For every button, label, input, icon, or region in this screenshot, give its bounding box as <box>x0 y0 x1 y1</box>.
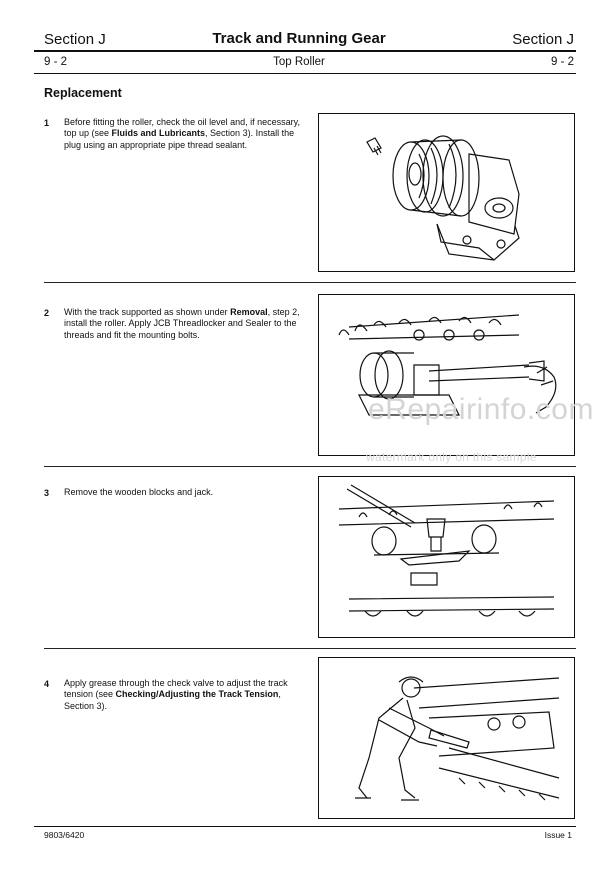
footer-rule <box>34 826 576 827</box>
figure-grease-tension <box>318 657 575 819</box>
step-number-4: 4 <box>44 679 50 689</box>
page-title: Track and Running Gear <box>212 30 386 47</box>
issue-label: Issue 1 <box>544 830 572 840</box>
figure-top-roller-plug <box>318 113 575 272</box>
header-rule <box>34 50 576 52</box>
figure-install-roller <box>318 294 575 456</box>
link-removal: Removal <box>230 307 268 317</box>
step-text-3: Remove the wooden blocks and jack. <box>64 487 214 497</box>
jack-icon <box>401 519 469 565</box>
watermark-text: eRepairinfo.com <box>368 393 594 426</box>
step-text-1: Before fitting the roller, check the oil level and, if necessary, top up (see Fluids and Lubricants, Section 3). Install the plug using an appropriate pipe thread sealant. <box>64 117 300 150</box>
section-label-left: Section J <box>44 31 106 48</box>
document-number: 9803/6420 <box>44 830 85 840</box>
step-divider <box>44 648 576 649</box>
wooden-block <box>411 573 437 585</box>
step-text-4: Apply grease through the check valve to adjust the track tension (see Checking/Adjusting the Track Tension, Section 3). <box>64 678 288 711</box>
track-upper <box>339 485 554 527</box>
page-number-left: 9 - 2 <box>44 56 68 68</box>
track-frame <box>414 678 559 800</box>
step-number-2: 2 <box>44 308 50 318</box>
page-subtitle: Top Roller <box>273 56 325 68</box>
link-track-tension: Checking/Adjusting the Track Tension <box>115 689 279 700</box>
figure-remove-blocks <box>318 476 575 638</box>
watermark-subtext: watermark only on this sample <box>366 450 537 464</box>
step-divider <box>44 466 576 467</box>
plug-icon <box>367 138 381 155</box>
step-number-1: 1 <box>44 118 50 128</box>
page-number-right: 9 - 2 <box>550 56 574 68</box>
link-fluids-lubricants: Fluids and Lubricants <box>111 128 206 139</box>
roller-body <box>393 136 519 260</box>
section-label-right: Section J <box>512 31 574 48</box>
track-lower <box>349 597 554 616</box>
step-divider <box>44 282 576 283</box>
section-heading: Replacement <box>44 86 122 100</box>
step-number-3: 3 <box>44 488 50 498</box>
track-chain <box>339 315 519 340</box>
step-text-2: With the track supported as shown under Removal, step 2, install the roller. Apply JCB Threadlocker and Sealer to the threads and fit the mounting bolts. <box>64 307 300 340</box>
subheader-rule <box>34 73 576 74</box>
